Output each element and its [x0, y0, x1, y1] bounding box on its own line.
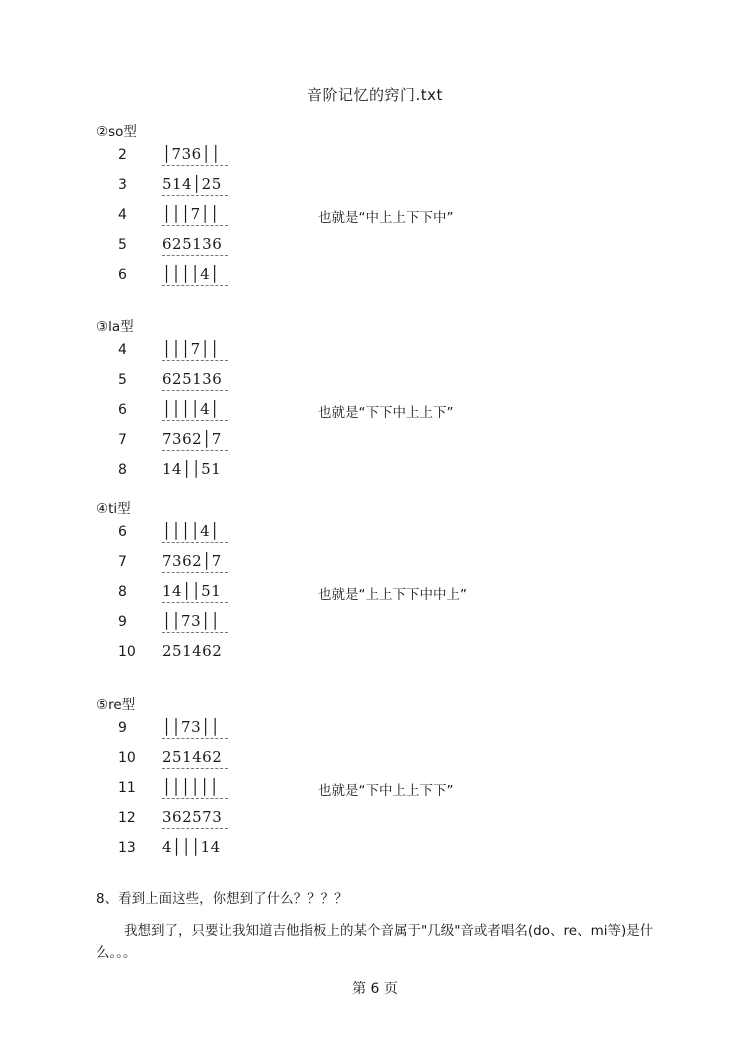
- row-number: 6: [118, 402, 127, 418]
- row-underline: [162, 165, 228, 166]
- table-row: [96, 429, 696, 459]
- row-number: 13: [118, 840, 136, 856]
- row-pattern: ││││4│: [162, 522, 220, 540]
- row-pattern: 625136: [162, 370, 223, 388]
- row-underline: [162, 542, 228, 543]
- row-pattern: 625136: [162, 235, 223, 253]
- row-pattern: ││73││: [162, 718, 221, 736]
- row-pattern: │││7││: [162, 340, 220, 358]
- row-number: 6: [118, 267, 127, 283]
- row-underline: [162, 390, 228, 391]
- section-so: [96, 120, 696, 294]
- section-heading: ⑤re型: [96, 697, 136, 713]
- row-number: 8: [118, 584, 127, 600]
- row-pattern: 14││51: [162, 460, 222, 478]
- row-underline: [162, 632, 228, 633]
- table-row: [96, 174, 696, 204]
- table-row: [96, 204, 696, 234]
- row-note: 也就是“下中上上下下”: [318, 783, 454, 799]
- row-underline: [162, 225, 228, 226]
- row-underline: [162, 360, 228, 361]
- row-number: 2: [118, 147, 127, 163]
- row-pattern: 4│││14: [162, 838, 221, 856]
- table-row: [96, 459, 696, 489]
- row-underline: [162, 798, 228, 799]
- table-row: [96, 234, 696, 264]
- row-number: 9: [118, 720, 127, 736]
- table-row: [96, 399, 696, 429]
- section-la: [96, 315, 696, 489]
- table-row: [96, 777, 696, 807]
- row-underline: [162, 768, 228, 769]
- table-row: [96, 747, 696, 777]
- answer-paragraph: 我想到了，只要让我知道吉他指板上的某个音属于"几级"音或者唱名(do、re、mi等)是什么。。。: [96, 923, 654, 961]
- row-pattern: 514│25: [162, 175, 222, 193]
- table-row: [96, 717, 696, 747]
- row-note: 也就是“中上上下下中”: [318, 210, 454, 226]
- row-underline: [162, 255, 228, 256]
- table-row: [96, 837, 696, 867]
- row-number: 12: [118, 810, 136, 826]
- table-row: [96, 521, 696, 551]
- row-note: 也就是“上上下下中中上”: [318, 587, 467, 603]
- table-row: [96, 264, 696, 294]
- row-pattern: 251462: [162, 748, 223, 766]
- row-number: 9: [118, 614, 127, 630]
- row-number: 8: [118, 462, 127, 478]
- section-ti: [96, 497, 696, 671]
- row-underline: [162, 420, 228, 421]
- table-row: [96, 339, 696, 369]
- section-heading: ②so型: [96, 124, 137, 140]
- row-underline: [162, 602, 228, 603]
- row-note: 也就是“下下中上上下”: [318, 405, 454, 421]
- table-row: [96, 581, 696, 611]
- section-heading: ③la型: [96, 319, 134, 335]
- table-row: [96, 611, 696, 641]
- document-title: 音阶记忆的窍门.txt: [307, 86, 443, 104]
- row-number: 10: [118, 750, 136, 766]
- row-number: 6: [118, 524, 127, 540]
- row-pattern: 7362│7: [162, 552, 222, 570]
- page-number-footer: 第 6 页: [352, 981, 398, 997]
- section-re: [96, 693, 696, 867]
- row-number: 11: [118, 780, 136, 796]
- row-pattern: ││73││: [162, 612, 221, 630]
- table-row: [96, 551, 696, 581]
- table-row: [96, 369, 696, 399]
- row-pattern: 14││51: [162, 582, 222, 600]
- row-number: 5: [118, 372, 127, 388]
- row-number: 4: [118, 207, 127, 223]
- table-row: [96, 641, 696, 671]
- row-pattern: │736││: [162, 145, 221, 163]
- row-underline: [162, 195, 228, 196]
- row-underline: [162, 572, 228, 573]
- table-row: [96, 144, 696, 174]
- row-number: 3: [118, 177, 127, 193]
- question-paragraph: 8、看到上面这些，你想到了什么？？？？: [96, 891, 348, 907]
- row-pattern: ││││4│: [162, 265, 220, 283]
- row-pattern: 251462: [162, 642, 223, 660]
- row-number: 4: [118, 342, 127, 358]
- row-number: 7: [118, 554, 127, 570]
- row-underline: [162, 450, 228, 451]
- row-pattern: 362573: [162, 808, 223, 826]
- row-pattern: 7362│7: [162, 430, 222, 448]
- row-number: 7: [118, 432, 127, 448]
- section-heading: ④ti型: [96, 501, 131, 517]
- row-underline: [162, 738, 228, 739]
- row-underline: [162, 285, 228, 286]
- row-number: 10: [118, 644, 136, 660]
- row-pattern: │││7││: [162, 205, 220, 223]
- row-pattern: ││││4│: [162, 400, 220, 418]
- row-number: 5: [118, 237, 127, 253]
- row-pattern: ││││││: [162, 778, 220, 796]
- row-underline: [162, 828, 228, 829]
- table-row: [96, 807, 696, 837]
